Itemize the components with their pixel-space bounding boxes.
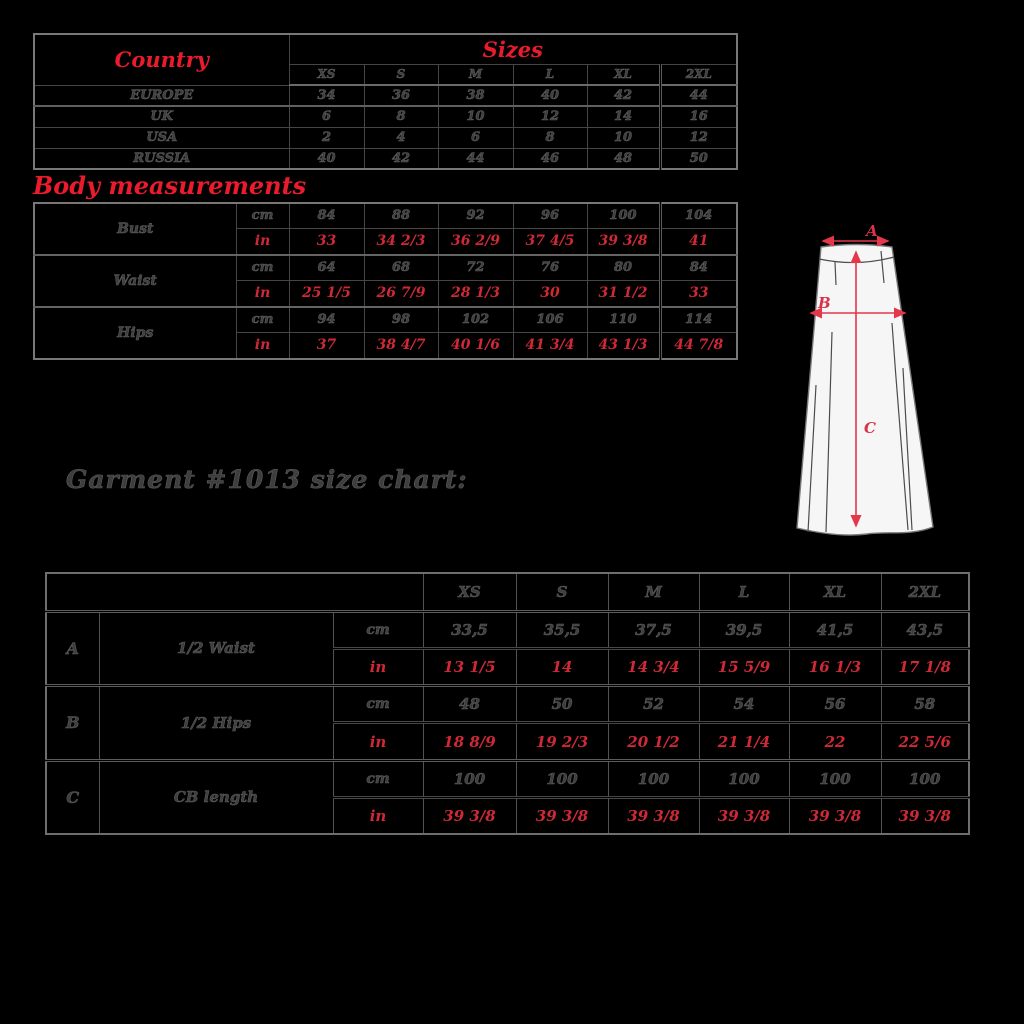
size-value: 44 <box>438 148 513 169</box>
cm-value: 84 <box>660 255 737 280</box>
cm-value: 33,5 <box>423 611 516 648</box>
size-value: 42 <box>364 148 438 169</box>
in-value: 39 3/8 <box>608 798 699 834</box>
size-value: 6 <box>438 127 513 148</box>
in-value: 39 3/8 <box>516 798 608 834</box>
country-sizes-table <box>33 33 738 170</box>
cm-value: 104 <box>660 203 737 228</box>
size-value: 48 <box>587 148 660 169</box>
size-value: 8 <box>513 127 587 148</box>
size-value: 38 <box>438 85 513 106</box>
size-label: XS <box>289 64 364 85</box>
in-value: 33 <box>660 280 737 307</box>
in-value: 14 <box>516 648 608 685</box>
skirt-diagram <box>788 214 978 546</box>
size-value: 44 <box>660 85 737 106</box>
size-label: L <box>513 64 587 85</box>
size-value: 12 <box>660 127 737 148</box>
size-value: 2 <box>289 127 364 148</box>
size-value: 40 <box>513 85 587 106</box>
in-value: 21 1/4 <box>699 723 789 760</box>
measurement-label: Bust <box>34 203 236 255</box>
table-row <box>34 203 737 228</box>
unit-in-label: in <box>333 648 423 685</box>
cm-value: 37,5 <box>608 611 699 648</box>
table-row <box>46 686 969 723</box>
unit-in-label: in <box>236 332 289 359</box>
country-sizes-table-grid <box>33 33 738 170</box>
table-row <box>34 255 737 280</box>
size-label: 2XL <box>660 64 737 85</box>
size-value: 16 <box>660 106 737 127</box>
table-row <box>46 760 969 797</box>
dimension-name: 1/2 Hips <box>99 686 333 761</box>
in-value: 37 <box>289 332 364 359</box>
unit-cm-label: cm <box>236 203 289 228</box>
size-value: 42 <box>587 85 660 106</box>
size-label: L <box>699 573 789 611</box>
size-value: 10 <box>587 127 660 148</box>
garment-size-table <box>45 572 970 835</box>
cm-value: 96 <box>513 203 587 228</box>
cm-value: 100 <box>516 760 608 797</box>
in-value: 34 2/3 <box>364 228 438 255</box>
dimension-name: 1/2 Waist <box>99 611 333 686</box>
dimension-letter: B <box>46 686 99 761</box>
in-value: 15 5/9 <box>699 648 789 685</box>
in-value: 22 <box>789 723 881 760</box>
cm-value: 114 <box>660 307 737 332</box>
size-label: 2XL <box>881 573 969 611</box>
skirt-silhouette <box>797 245 933 536</box>
in-value: 20 1/2 <box>608 723 699 760</box>
cm-value: 48 <box>423 686 516 723</box>
in-value: 39 3/8 <box>789 798 881 834</box>
cm-value: 94 <box>289 307 364 332</box>
garment-size-table-grid <box>45 572 970 835</box>
size-value: 36 <box>364 85 438 106</box>
size-value: 4 <box>364 127 438 148</box>
in-value: 44 7/8 <box>660 332 737 359</box>
cm-value: 80 <box>587 255 660 280</box>
country-name: USA <box>34 127 289 148</box>
cm-value: 58 <box>881 686 969 723</box>
size-value: 8 <box>364 106 438 127</box>
unit-cm-label: cm <box>236 307 289 332</box>
cm-value: 43,5 <box>881 611 969 648</box>
in-value: 41 3/4 <box>513 332 587 359</box>
cm-value: 88 <box>364 203 438 228</box>
size-value: 40 <box>289 148 364 169</box>
dimension-letter: A <box>46 611 99 686</box>
cm-value: 100 <box>608 760 699 797</box>
in-value: 13 1/5 <box>423 648 516 685</box>
measure-label-c: C <box>864 419 876 437</box>
size-label: S <box>516 573 608 611</box>
in-value: 26 7/9 <box>364 280 438 307</box>
cm-value: 100 <box>587 203 660 228</box>
in-value: 25 1/5 <box>289 280 364 307</box>
cm-value: 102 <box>438 307 513 332</box>
cm-value: 110 <box>587 307 660 332</box>
size-value: 50 <box>660 148 737 169</box>
in-value: 39 3/8 <box>881 798 969 834</box>
in-value: 28 1/3 <box>438 280 513 307</box>
body-measurements-table-grid <box>33 202 738 360</box>
cm-value: 50 <box>516 686 608 723</box>
unit-in-label: in <box>333 723 423 760</box>
in-value: 22 5/6 <box>881 723 969 760</box>
cm-value: 100 <box>423 760 516 797</box>
cm-value: 52 <box>608 686 699 723</box>
in-value: 18 8/9 <box>423 723 516 760</box>
cm-value: 54 <box>699 686 789 723</box>
cm-value: 100 <box>881 760 969 797</box>
unit-in-label: in <box>236 280 289 307</box>
size-value: 46 <box>513 148 587 169</box>
body-measurements-table <box>33 202 738 360</box>
size-value: 14 <box>587 106 660 127</box>
cm-value: 98 <box>364 307 438 332</box>
cm-value: 106 <box>513 307 587 332</box>
in-value: 33 <box>289 228 364 255</box>
in-value: 31 1/2 <box>587 280 660 307</box>
in-value: 39 3/8 <box>423 798 516 834</box>
measure-label-a: A <box>866 222 878 240</box>
table-row <box>34 148 737 169</box>
cm-value: 41,5 <box>789 611 881 648</box>
in-value: 14 3/4 <box>608 648 699 685</box>
measure-label-b: B <box>818 294 831 312</box>
country-name: UK <box>34 106 289 127</box>
in-value: 39 3/8 <box>699 798 789 834</box>
size-label: M <box>438 64 513 85</box>
size-value: 6 <box>289 106 364 127</box>
sizes-header: Sizes <box>289 34 737 64</box>
in-value: 37 4/5 <box>513 228 587 255</box>
in-value: 43 1/3 <box>587 332 660 359</box>
unit-cm-label: cm <box>333 611 423 648</box>
size-value: 12 <box>513 106 587 127</box>
country-name: EUROPE <box>34 85 289 106</box>
garment-title: Garment #1013 size chart: <box>66 465 468 494</box>
in-value: 40 1/6 <box>438 332 513 359</box>
in-value: 16 1/3 <box>789 648 881 685</box>
unit-in-label: in <box>236 228 289 255</box>
unit-cm-label: cm <box>236 255 289 280</box>
in-value: 19 2/3 <box>516 723 608 760</box>
table-row <box>34 106 737 127</box>
empty-header-cell <box>46 573 423 611</box>
body-measurements-title: Body measurements <box>33 171 307 200</box>
size-label: XL <box>587 64 660 85</box>
measurement-label: Waist <box>34 255 236 307</box>
in-value: 39 3/8 <box>587 228 660 255</box>
in-value: 41 <box>660 228 737 255</box>
table-row <box>34 34 737 64</box>
in-value: 30 <box>513 280 587 307</box>
country-name: RUSSIA <box>34 148 289 169</box>
dimension-letter: C <box>46 760 99 834</box>
cm-value: 64 <box>289 255 364 280</box>
cm-value: 56 <box>789 686 881 723</box>
table-row <box>34 307 737 332</box>
in-value: 38 4/7 <box>364 332 438 359</box>
unit-in-label: in <box>333 798 423 834</box>
in-value: 36 2/9 <box>438 228 513 255</box>
size-value: 34 <box>289 85 364 106</box>
table-row <box>34 85 737 106</box>
dimension-name: CB length <box>99 760 333 834</box>
size-label: XL <box>789 573 881 611</box>
unit-cm-label: cm <box>333 686 423 723</box>
size-label: XS <box>423 573 516 611</box>
size-value: 10 <box>438 106 513 127</box>
country-header: Country <box>34 34 289 85</box>
size-label: M <box>608 573 699 611</box>
cm-value: 92 <box>438 203 513 228</box>
cm-value: 100 <box>789 760 881 797</box>
cm-value: 39,5 <box>699 611 789 648</box>
cm-value: 84 <box>289 203 364 228</box>
cm-value: 72 <box>438 255 513 280</box>
cm-value: 76 <box>513 255 587 280</box>
table-row <box>46 611 969 648</box>
table-row <box>34 127 737 148</box>
cm-value: 68 <box>364 255 438 280</box>
size-label: S <box>364 64 438 85</box>
cm-value: 35,5 <box>516 611 608 648</box>
size-labels-row <box>46 573 969 611</box>
unit-cm-label: cm <box>333 760 423 797</box>
cm-value: 100 <box>699 760 789 797</box>
in-value: 17 1/8 <box>881 648 969 685</box>
measurement-label: Hips <box>34 307 236 359</box>
